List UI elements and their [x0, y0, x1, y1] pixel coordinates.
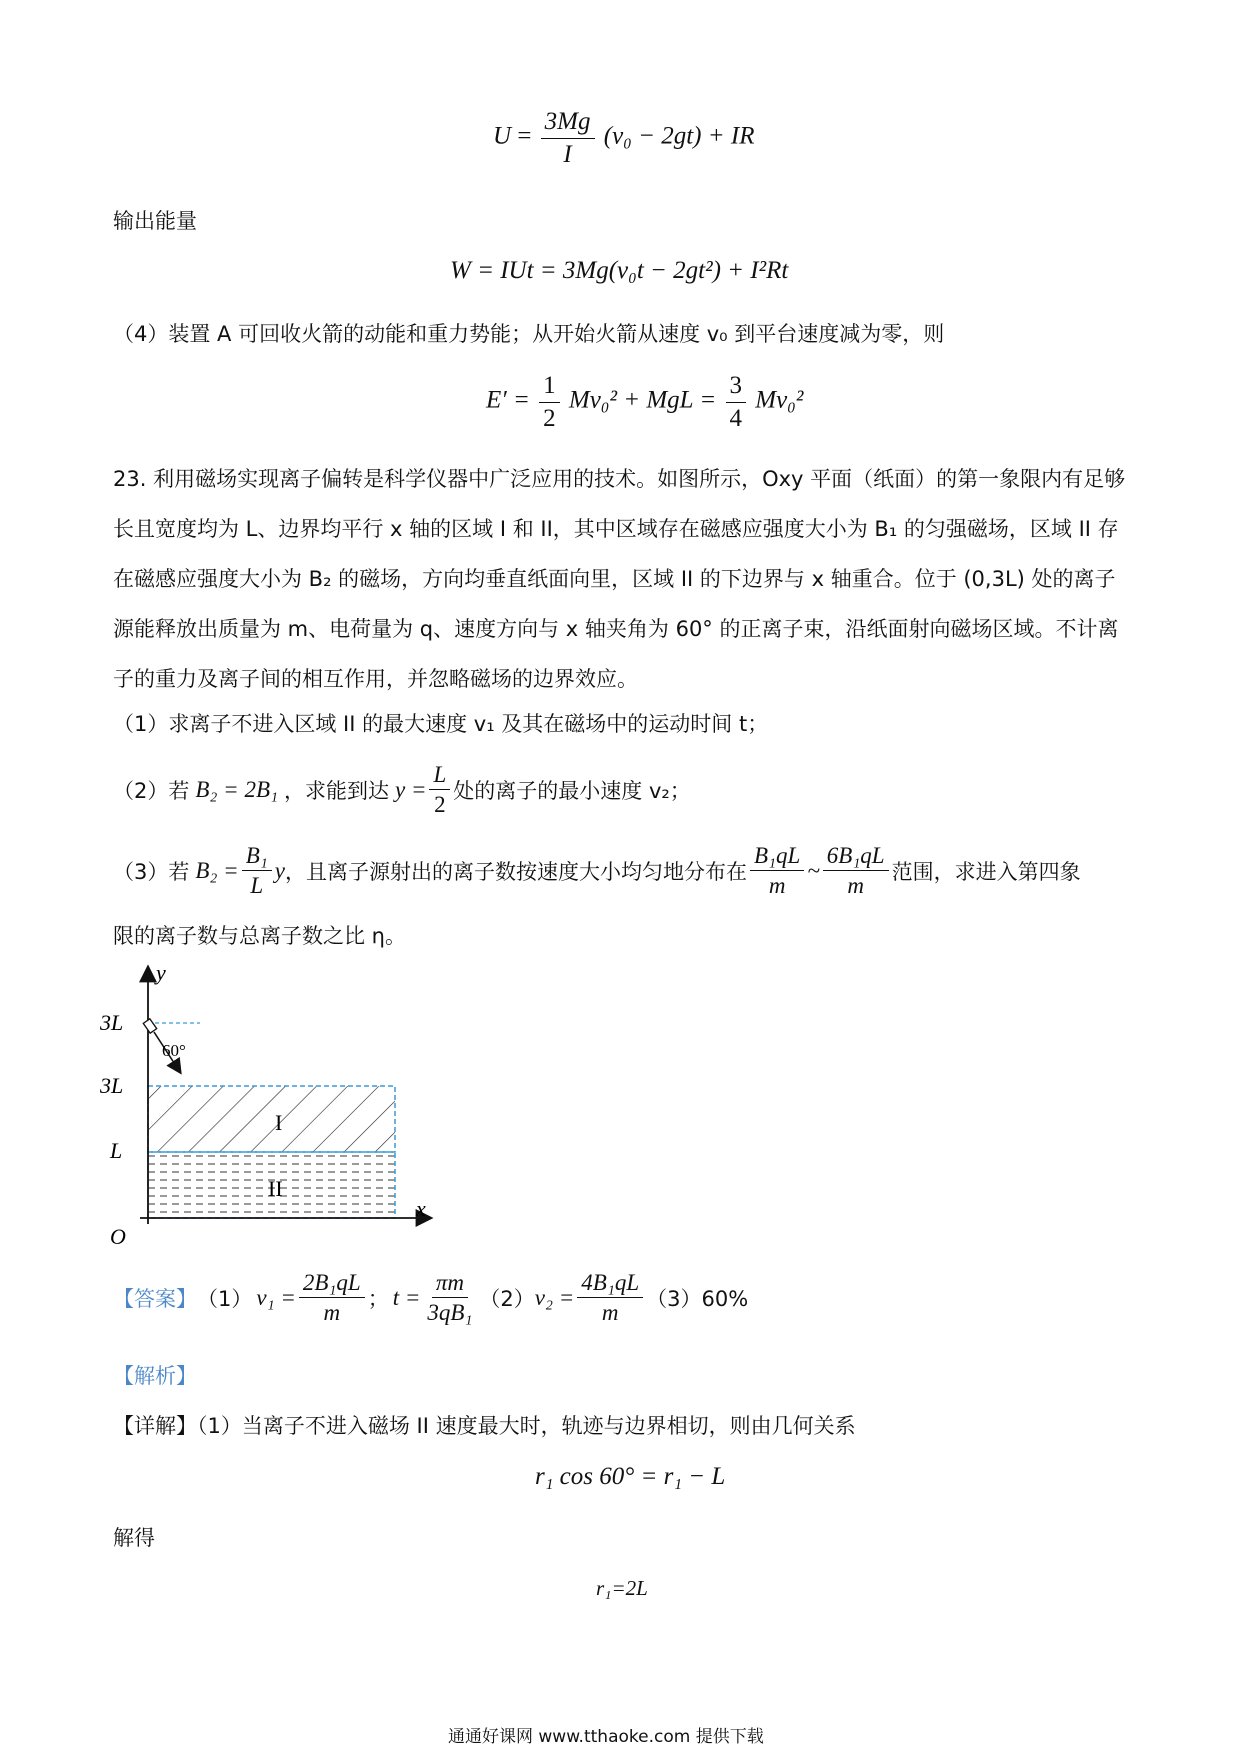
y-axis-label: y: [156, 960, 166, 985]
problem-23-q3-line2: 限的离子数与总离子数之比 η。: [113, 924, 406, 948]
problem-23-text: 23. 利用磁场实现离子偏转是科学仪器中广泛应用的技术。如图所示，Oxy 平面（纸面）的第一象限内有足够长且宽度均为 L、边界均平行 x 轴的区域 I 和 II，其中区域存在磁感应强度大小为 B₁ 的匀强磁场，区域 II 存在磁感应强度大小为 B₂ 的磁场，方向均垂直纸面向里，区域 II 的下边界与 x 轴重合。位于 (0,3L) 处的离子源能释放出质量为 m、电荷量为 q、速度方向与 x 轴夹角为 60° 的正离子束，沿纸面射向磁场区域。不计离子的重力及离子间的相互作用，并忽略磁场的边界效应。: [113, 467, 1126, 691]
ion-source: [143, 1019, 156, 1033]
eq-u-rest: (v₀ − 2gt) + IR: [603, 122, 755, 150]
label-solve: 解得: [113, 1526, 155, 1550]
problem-23-q3: （3）若 B₂ = $\frac{\text{B₁}}{L}$ y ，且离子源射出的离子数按速度大小均匀地分布在 $\frac{\text{B₁qL}}{m}$ ~ $\frac{\text{6B₁qL}}{m}$ 范围，求进入第四象: [113, 843, 1081, 899]
eq-u-lhs: U: [493, 122, 512, 150]
region-2-label: II: [268, 1176, 283, 1201]
region-1: [148, 1086, 395, 1152]
angle-label: 60°: [162, 1041, 186, 1060]
detail-tag: 【详解】: [113, 1414, 197, 1438]
problem-23-q1: （1）求离子不进入区域 II 的最大速度 v₁ 及其在磁场中的运动时间 t；: [113, 712, 769, 736]
tick-label-mid: 3L: [100, 1073, 124, 1098]
equation-r1-result: r₁=2L: [596, 1576, 648, 1600]
eq-u-fraction: $\frac{3Mg}{I}$: [541, 108, 595, 168]
equation-w: W = IUt = 3Mg(v₀t − 2gt²) + I²Rt: [450, 257, 789, 284]
tick-label-low: L: [110, 1138, 123, 1163]
equation-u: U = $\frac{3Mg}{I}$ (v₀ − 2gt) + IR: [493, 108, 755, 168]
answer-tag: 【答案】: [113, 1286, 197, 1311]
magnetic-field-figure: [100, 960, 500, 1250]
region-1-label: I: [275, 1110, 283, 1135]
equation-r1-geometry: r₁ cos 60° = r₁ − L: [535, 1463, 726, 1490]
equation-e: E′ = $\frac{1}{2}$ Mv₀² + MgL = $\frac{3}{4}$ Mv₀²: [486, 372, 804, 432]
problem-23-q2: （2）若 B₂ = 2B₁ ，求能到达 y = $\frac{L}{2}$ 处的离子的最小速度 v₂；: [113, 762, 691, 818]
footer-watermark: 通通好课网 www.tthaoke.com 提供下载: [448, 1727, 764, 1747]
answer-line: 【答案】 （1） v₁ = $\frac{\text{2B₁qL}}{m}$ ； t = $\frac{\pi m}{\text{3qB₁}}$ （2） v₂ = $\frac{\text{4B₁qL}}{m}$ （3）60%: [113, 1270, 749, 1326]
x-axis-label: x: [416, 1196, 426, 1221]
origin-label: O: [110, 1224, 126, 1249]
detail-line: 【详解】（1）当离子不进入磁场 II 速度最大时，轨迹与边界相切，则由几何关系: [113, 1414, 856, 1438]
label-output-energy: 输出能量: [113, 209, 197, 233]
item-4-text: （4）装置 A 可回收火箭的动能和重力势能；从开始火箭从速度 v₀ 到平台速度减为零，则: [113, 322, 945, 346]
analysis-tag: 【解析】: [113, 1364, 197, 1388]
tick-label-top: 3L: [100, 1010, 124, 1035]
